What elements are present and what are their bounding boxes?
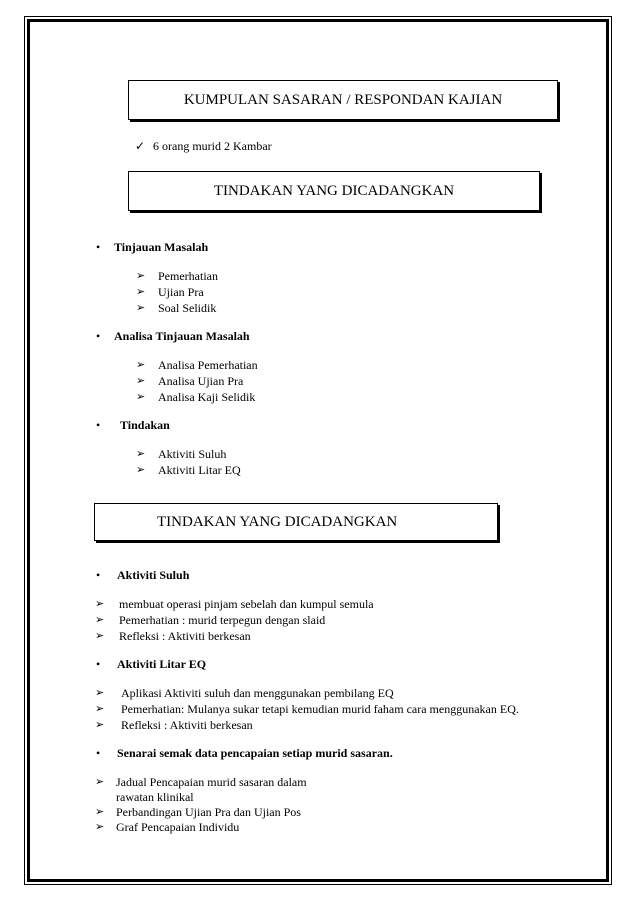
target-group-text: 6 orang murid 2 Kambar <box>153 139 272 153</box>
list-item: Analisa Ujian Pra <box>158 374 244 388</box>
arrow-icon: ➢ <box>95 821 105 833</box>
list-item: Aplikasi Aktiviti suluh dan menggunakan pembilang EQ <box>121 686 394 700</box>
bullet-icon: • <box>96 746 101 760</box>
list-item: membuat operasi pinjam sebelah dan kumpul semula <box>119 597 374 611</box>
list-item: Graf Pencapaian Individu <box>116 820 240 834</box>
arrow-icon: ➢ <box>136 359 146 371</box>
heading-tinjauan-masalah: Tinjauan Masalah <box>114 240 209 254</box>
list-item: Jadual Pencapaian murid sasaran dalam <box>116 775 307 789</box>
arrow-icon: ➢ <box>136 302 146 314</box>
list-item: Refleksi : Aktiviti berkesan <box>121 718 253 732</box>
arrow-icon: ➢ <box>136 270 146 282</box>
heading-analisa-tinjauan-masalah: Analisa Tinjauan Masalah <box>114 329 250 343</box>
target-group-title: KUMPULAN SASARAN / RESPONDAN KAJIAN <box>183 91 503 108</box>
heading-aktiviti-litar-eq: Aktiviti Litar EQ <box>117 657 207 671</box>
list-item: Ujian Pra <box>158 285 204 299</box>
arrow-icon: ➢ <box>136 448 146 460</box>
proposed-action-header-box-2 <box>94 503 498 541</box>
bullet-icon: • <box>96 240 101 254</box>
list-item: Soal Selidik <box>158 301 217 315</box>
heading-senarai-semak: Senarai semak data pencapaian setiap murid sasaran. <box>117 746 393 760</box>
proposed-action-title-2: TINDAKAN YANG DICADANGKAN <box>157 513 398 530</box>
list-item: Aktiviti Suluh <box>158 447 227 461</box>
list-item: Pemerhatian: Mulanya sukar tetapi kemudian murid faham cara menggunakan EQ. <box>121 702 519 716</box>
arrow-icon: ➢ <box>95 719 105 731</box>
heading-tindakan: Tindakan <box>120 418 170 432</box>
list-item: Aktiviti Litar EQ <box>158 463 241 477</box>
list-item: Pemerhatian <box>158 269 218 283</box>
bullet-icon: • <box>96 418 101 432</box>
arrow-icon: ➢ <box>136 391 146 403</box>
arrow-icon: ➢ <box>95 598 105 610</box>
bullet-icon: • <box>96 568 101 582</box>
list-item: Refleksi : Aktiviti berkesan <box>119 629 251 643</box>
arrow-icon: ➢ <box>95 614 105 626</box>
bullet-icon: • <box>96 329 101 343</box>
heading-aktiviti-suluh: Aktiviti Suluh <box>117 568 190 582</box>
bullet-icon: • <box>96 657 101 671</box>
arrow-icon: ➢ <box>136 464 146 476</box>
list-item: Analisa Pemerhatian <box>158 358 258 372</box>
target-group-header-box <box>128 80 558 120</box>
arrow-icon: ➢ <box>95 776 105 788</box>
list-item: Pemerhatian : murid terpegun dengan slaid <box>119 613 326 627</box>
list-item: Perbandingan Ujian Pra dan Ujian Pos <box>116 805 301 819</box>
proposed-action-header-box-1 <box>128 171 540 211</box>
arrow-icon: ➢ <box>136 375 146 387</box>
list-item: Analisa Kaji Selidik <box>158 390 256 404</box>
arrow-icon: ➢ <box>95 687 105 699</box>
check-icon: ✓ <box>135 139 146 153</box>
arrow-icon: ➢ <box>95 806 105 818</box>
arrow-icon: ➢ <box>95 703 105 715</box>
arrow-icon: ➢ <box>95 630 105 642</box>
arrow-icon: ➢ <box>136 286 146 298</box>
proposed-action-title-1: TINDAKAN YANG DICADANGKAN <box>213 182 455 199</box>
list-item-continued: rawatan klinikal <box>116 790 194 804</box>
